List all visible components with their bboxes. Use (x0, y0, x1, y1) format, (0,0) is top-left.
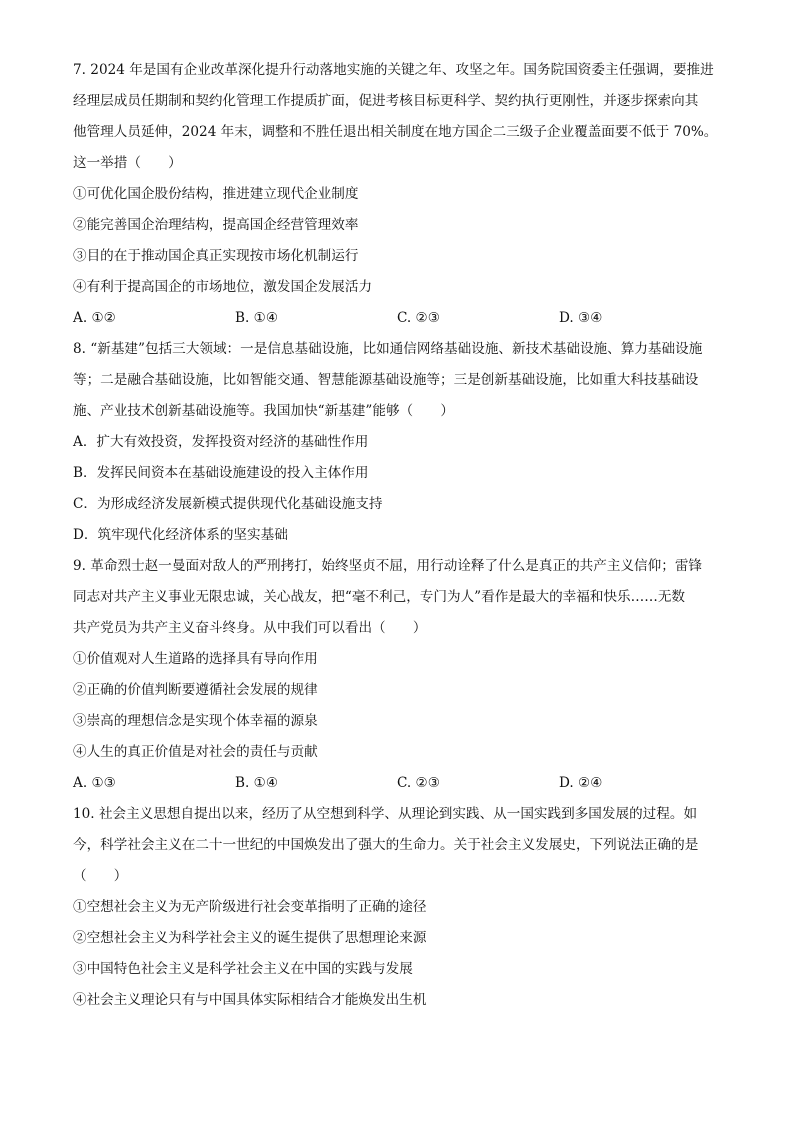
answer-option-a: A．扩大有效投资，发挥投资对经济的基础性作用 (73, 434, 369, 450)
question-stem-line: 10. 社会主义思想自提出以来，经历了从空想到科学、从理论到实践、从一国实践到多国发展的过程。如 (73, 806, 698, 822)
question-stem-line: 9. 革命烈士赵一曼面对敌人的严刑拷打，始终坚贞不屈，用行动诠释了什么是真正的共产主义信仰；雷锋 (73, 558, 703, 574)
statement-option: ④有利于提高国企的市场地位，激发国企发展活力 (73, 279, 373, 295)
question-7 (73, 60, 725, 328)
statement-option: ①可优化国企股份结构，推进建立现代企业制度 (73, 186, 359, 202)
statement-option: ①空想社会主义为无产阶级进行社会变革指明了正确的途径 (73, 899, 427, 915)
question-stem-line: 8. “新基建”包括三大领域：一是信息基础设施，比如通信网络基础设施、新技术基础设施、算力基础设施 (73, 341, 703, 357)
question-stem-line: 经理层成员任期制和契约化管理工作提质扩面，促进考核目标更科学、契约执行更刚性，并逐步探索向其 (73, 93, 699, 109)
answer-option-b: B．发挥民间资本在基础设施建设的投入主体作用 (73, 465, 369, 481)
question-stem-line: 这一举措（ ） (73, 155, 182, 171)
question-stem-line: 施、产业技术创新基础设施等。我国加快“新基建”能够（ ） (73, 403, 454, 419)
choice-a: A. ①② (73, 310, 116, 326)
question-stem-line: 共产党员为共产主义奋斗终身。从中我们可以看出（ ） (73, 620, 427, 636)
question-stem-line: 等；二是融合基础设施，比如智能交通、智慧能源基础设施等；三是创新基础设施，比如重大科技基础设 (73, 372, 699, 388)
statement-option: ①价值观对人生道路的选择具有导向作用 (73, 651, 318, 667)
question-stem-line: （ ） (73, 868, 128, 884)
choice-d: D. ②④ (559, 775, 603, 791)
choice-c: C. ②③ (397, 775, 440, 791)
question-stem-line: 7. 2024 年是国有企业改革深化提升行动落地实施的关键之年、攻坚之年。国务院国资委主任强调，要推进 (73, 62, 714, 78)
choice-c: C. ②③ (397, 310, 440, 326)
answer-choices (73, 308, 725, 328)
statement-option: ③目的在于推动国企真正实现按市场化机制运行 (73, 248, 359, 264)
choice-d: D. ③④ (559, 310, 603, 326)
exam-page (73, 60, 725, 1021)
statement-option: ④社会主义理论只有与中国具体实际相结合才能焕发出生机 (73, 992, 427, 1008)
answer-choices (73, 773, 725, 793)
answer-option-d: D．筑牢现代化经济体系的坚实基础 (73, 527, 288, 543)
question-stem-line: 今，科学社会主义在二十一世纪的中国焕发出了强大的生命力。关于社会主义发展史，下列说法正确的是 (73, 837, 699, 853)
question-9 (73, 556, 725, 793)
statement-option: ②空想社会主义为科学社会主义的诞生提供了思想理论来源 (73, 930, 427, 946)
choice-b: B. ①④ (235, 775, 279, 791)
question-8 (73, 339, 725, 545)
question-10 (73, 804, 725, 1010)
choice-b: B. ①④ (235, 310, 279, 326)
statement-option: ④人生的真正价值是对社会的责任与贡献 (73, 744, 318, 760)
statement-option: ③崇高的理想信念是实现个体幸福的源泉 (73, 713, 318, 729)
question-stem-line: 他管理人员延伸，2024 年末，调整和不胜任退出相关制度在地方国企二三级子企业覆盖面要不低于 70%。 (73, 124, 718, 140)
statement-option: ③中国特色社会主义是科学社会主义在中国的实践与发展 (73, 961, 413, 977)
choice-a: A. ①③ (73, 775, 116, 791)
statement-option: ②正确的价值判断要遵循社会发展的规律 (73, 682, 318, 698)
statement-option: ②能完善国企治理结构，提高国企经营管理效率 (73, 217, 359, 233)
question-stem-line: 同志对共产主义事业无限忠诚，关心战友，把“毫不利己，专门为人”看作是最大的幸福和快乐……无数 (73, 589, 686, 605)
answer-option-c: C．为形成经济发展新模式提供现代化基础设施支持 (73, 496, 383, 512)
